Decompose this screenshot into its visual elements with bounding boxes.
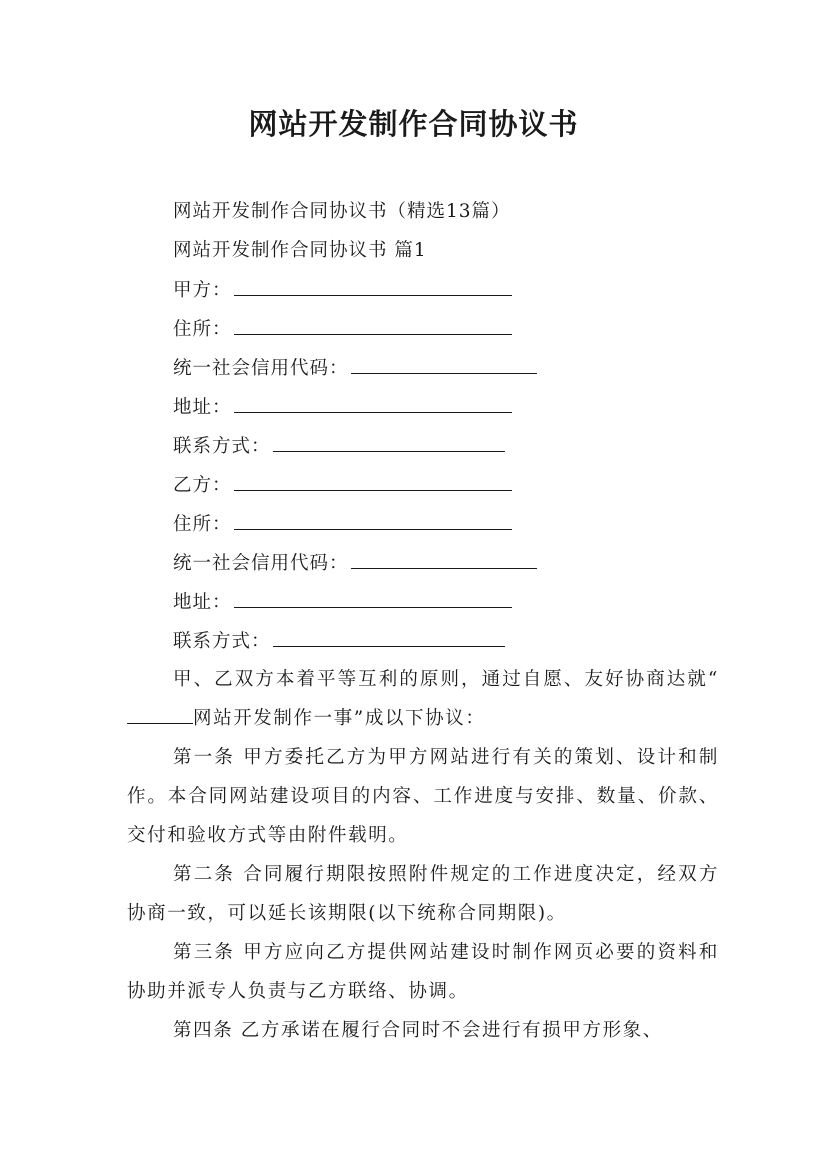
intro-text-after: 网站开发制作一事”成以下协议： — [193, 708, 486, 729]
party-a-blank — [234, 277, 512, 296]
party-a-credit-code-label: 统一社会信用代码： — [173, 358, 349, 379]
party-b-credit-code-blank — [351, 550, 537, 569]
article-1: 第一条 甲方委托乙方为甲方网站进行有关的策划、设计和制作。本合同网站建设项目的内容、工作进度与安排、数量、价款、交付和验收方式等由附件载明。 — [127, 747, 719, 846]
party-a-contact-blank — [273, 433, 505, 452]
intro-text-before: 甲、乙双方本着平等互利的原则，通过自愿、友好协商达就“ — [173, 669, 719, 690]
party-a-label: 甲方： — [173, 280, 232, 301]
party-a-credit-code-row — [173, 355, 537, 382]
article-4: 第四条 乙方承诺在履行合同时不会进行有损甲方形象、 — [173, 1020, 663, 1041]
party-b-label: 乙方： — [173, 475, 232, 496]
party-b-credit-code-row — [173, 550, 537, 577]
party-a-contact-row — [173, 433, 505, 460]
document-title: 网站开发制作合同协议书 — [248, 107, 579, 141]
party-b-row — [173, 472, 512, 499]
party-b-address-row — [173, 511, 512, 538]
party-b-address-label: 住所： — [173, 514, 232, 535]
party-b-location-label: 地址： — [173, 592, 232, 613]
party-b-credit-code-label: 统一社会信用代码： — [173, 553, 349, 574]
party-b-location-blank — [234, 589, 512, 608]
party-a-contact-label: 联系方式： — [173, 436, 271, 457]
party-a-location-row — [173, 394, 512, 421]
party-a-address-blank — [234, 316, 512, 335]
article-3: 第三条 甲方应向乙方提供网站建设时制作网页必要的资料和协助并派专人负责与乙方联络、协调。 — [127, 942, 719, 1002]
section-heading: 网站开发制作合同协议书 篇1 — [173, 240, 427, 261]
party-b-location-row — [173, 589, 512, 616]
party-b-contact-label: 联系方式： — [173, 631, 271, 652]
party-a-location-blank — [234, 394, 512, 413]
party-b-address-blank — [234, 511, 512, 530]
party-a-credit-code-blank — [351, 355, 537, 374]
document-subtitle: 网站开发制作合同协议书（精选13篇） — [173, 201, 511, 222]
intro-paragraph — [127, 660, 719, 738]
party-a-row — [173, 277, 512, 304]
article-2: 第二条 合同履行期限按照附件规定的工作进度决定，经双方协商一致，可以延长该期限(以下统称合同期限)。 — [127, 864, 719, 924]
party-b-blank — [234, 472, 512, 491]
party-a-address-label: 住所： — [173, 319, 232, 340]
party-a-address-row — [173, 316, 512, 343]
party-a-location-label: 地址： — [173, 397, 232, 418]
party-b-contact-row — [173, 628, 505, 655]
party-b-contact-blank — [273, 628, 505, 647]
project-name-blank — [127, 705, 193, 724]
